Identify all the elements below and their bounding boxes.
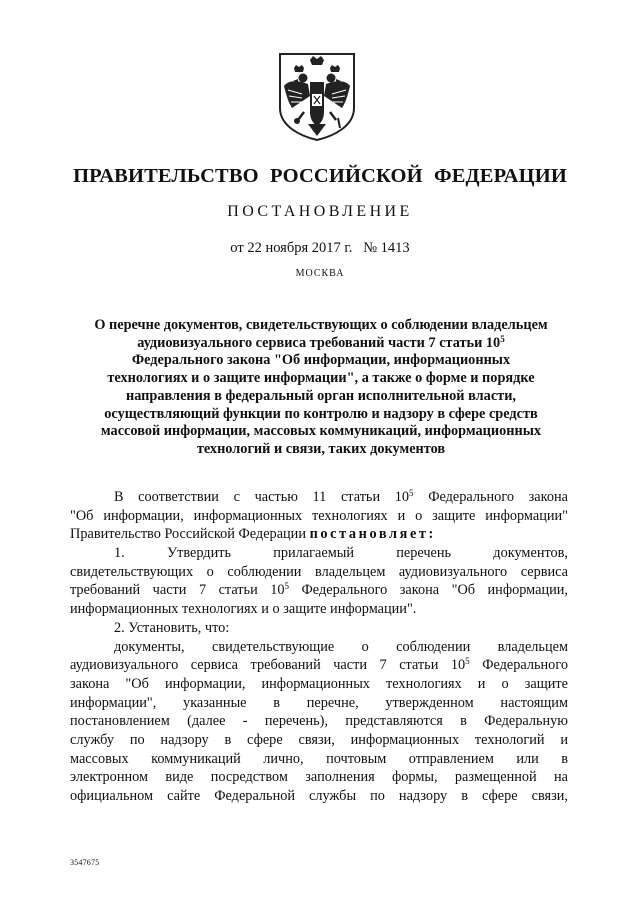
body-line: "Об информации, информационных технологиях и о защите информации" bbox=[70, 507, 568, 524]
subject-line: массовой информации, массовых коммуникаций, информационных bbox=[100, 423, 542, 440]
subject-line: аудиовизуального сервиса требований части 7 статьи $10^5$ bbox=[137, 333, 505, 351]
subject-line: осуществляющий функции по контролю и надзору в сфере средств bbox=[104, 405, 538, 422]
body-line: свидетельствующих о соблюдении владельцем аудиовизуального сервиса bbox=[70, 563, 568, 580]
decree-date: от 22 ноября 2017 г. bbox=[230, 240, 353, 256]
body-line: 2. Установить, что: bbox=[114, 619, 230, 636]
operative-word: постановляет: bbox=[309, 526, 436, 543]
body-line: официальном сайте Федеральной службы по надзору в сфере связи, bbox=[70, 788, 568, 804]
body-line: требований части 7 статьи $10^5$ Федерального закона "Об информации, bbox=[70, 581, 568, 599]
body-line: 1. Утвердить прилагаемый перечень документов, bbox=[114, 545, 568, 562]
subject-line: технологиях и о защите информации", а также о форме и порядке bbox=[107, 370, 535, 387]
body-line: службу по надзору в сфере связи, информационных технологий и bbox=[70, 731, 568, 748]
body-line: электронном виде посредством заполнения формы, размещенной на bbox=[70, 769, 568, 786]
body-line: постановлением (далее - перечень), представляются в Федеральную bbox=[70, 713, 568, 730]
subject-line: Федерального закона "Об информации, информационных bbox=[131, 352, 511, 369]
decree-number: № 1413 bbox=[363, 240, 410, 256]
body-line: документы, свидетельствующие о соблюдении владельцем bbox=[114, 638, 568, 655]
subject-line: направления в федеральный орган исполнительной власти, bbox=[125, 387, 517, 404]
body-line: информационных технологиях и о защите информации". bbox=[70, 601, 417, 618]
body-line: массовых коммуникаций лично, почтовым отправлением или в bbox=[70, 750, 568, 767]
decree-date-line bbox=[0, 240, 640, 257]
body-line: аудиовизуального сервиса требований части 7 статьи $10^5$ Федерального bbox=[70, 656, 568, 674]
body-line: Правительство Российской Федерации постановляет: bbox=[70, 526, 436, 543]
decree-subject bbox=[66, 317, 576, 459]
body-line: В соответствии с частью 11 статьи $10^5$ Федерального закона bbox=[114, 488, 568, 505]
decree-type: ПОСТАНОВЛЕНИЕ bbox=[227, 203, 413, 220]
body-line: закона "Об информации, информационных технологиях и о защите bbox=[70, 675, 568, 692]
state-emblem-icon bbox=[272, 50, 362, 142]
city: МОСКВА bbox=[295, 268, 345, 279]
decree-body bbox=[70, 488, 568, 806]
document-code: 3547675 bbox=[70, 858, 100, 867]
subject-line: О перечне документов, свидетельствующих о соблюдении владельцем bbox=[94, 317, 548, 333]
article-superscript: 5 bbox=[500, 333, 505, 344]
subject-line: технологий и связи, таких документов bbox=[196, 440, 446, 457]
body-line: информации", указанные в перечне, утвержденном настоящим bbox=[70, 694, 568, 711]
government-title: ПРАВИТЕЛЬСТВО РОССИЙСКОЙ ФЕДЕРАЦИИ bbox=[73, 165, 567, 187]
